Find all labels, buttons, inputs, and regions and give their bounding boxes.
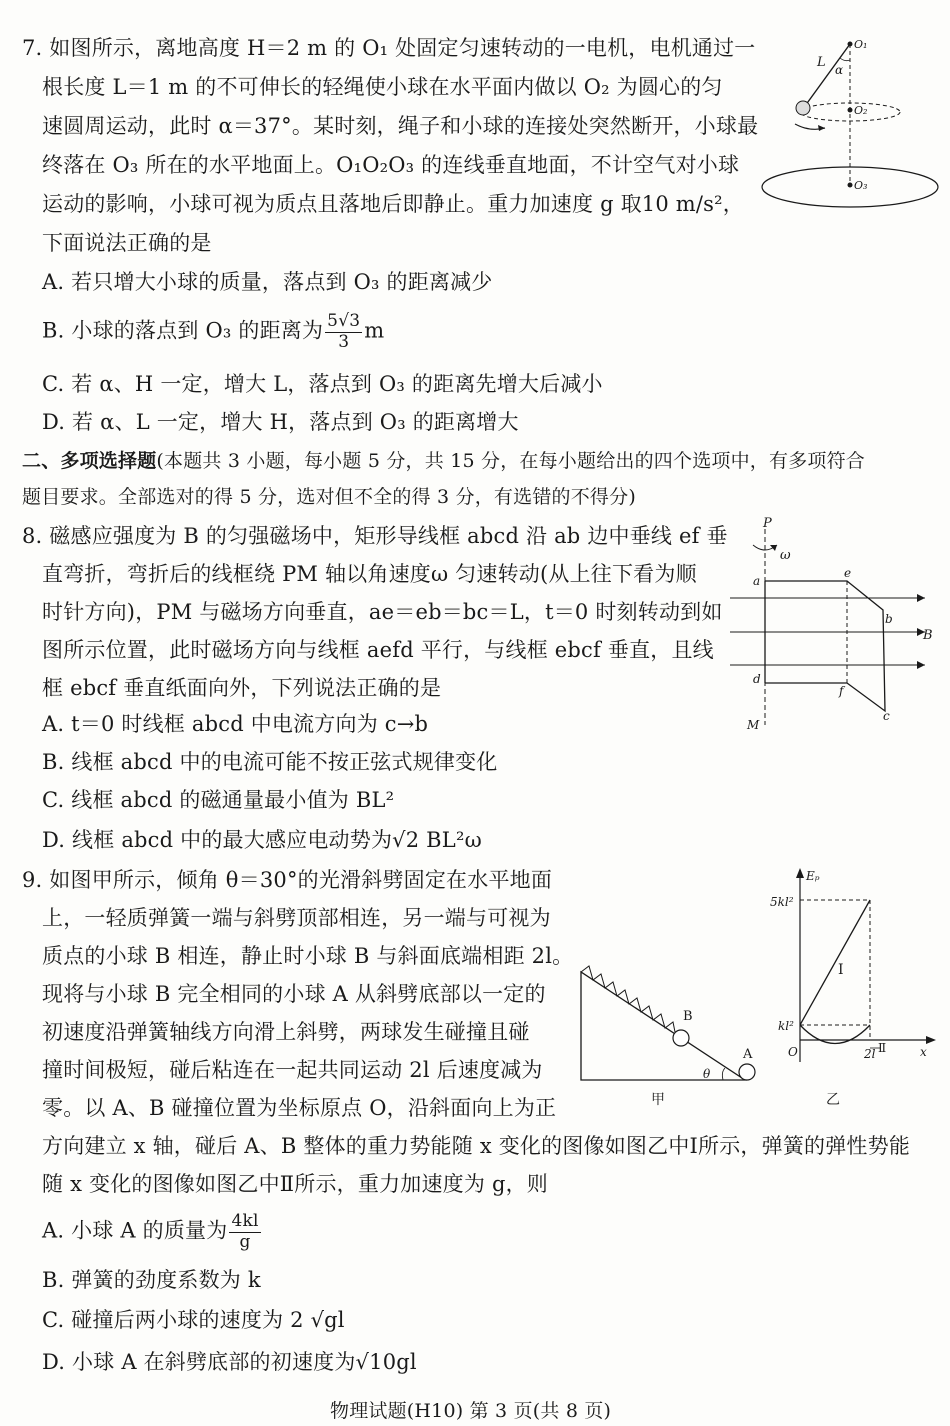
q8-line-5: 框 ebcf 垂直纸面向外，下列说法正确的是 [42, 676, 442, 700]
q9-figure-graph [770, 862, 945, 1112]
q7-option-d: D. 若 α、L 一定，增大 H，落点到 O₃ 的距离增大 [42, 410, 519, 434]
q7-option-c: C. 若 α、H 一定，增大 L，落点到 O₃ 的距离先增大后减小 [42, 372, 603, 396]
label-a: a [753, 574, 761, 588]
q9-line-2: 上，一轻质弹簧一端与斜劈顶部相连，另一端与可视为 [42, 906, 551, 930]
caption-yi: 乙 [826, 1092, 840, 1108]
label-2l: 2l [864, 1047, 876, 1061]
label-B: B [683, 1009, 693, 1024]
section2-heading: 二、多项选择题 [22, 450, 157, 472]
q9-option-d: D. 小球 A 在斜劈底部的初速度为√10gl [42, 1350, 417, 1374]
q9-line-8: 方向建立 x 轴，碰后 A、B 整体的重力势能随 x 变化的图像如图乙中Ⅰ所示，弹簧的弹性势能 [42, 1134, 911, 1158]
page-footer: 物理试题(H10) 第 3 页(共 8 页) [330, 1400, 612, 1422]
label-I: Ⅰ [838, 962, 844, 978]
q7-line-2: 根长度 L＝1 m 的不可伸长的轻绳使小球在水平面内做以 O₂ 为圆心的匀 [42, 75, 723, 99]
q8-option-c: C. 线框 abcd 的磁通量最小值为 BL² [42, 788, 395, 812]
q7-line-5: 运动的影响，小球可视为质点且落地后即静止。重力加速度 g 取10 m/s²， [42, 192, 744, 216]
caption-jia: 甲 [651, 1092, 665, 1108]
q9-option-b: B. 弹簧的劲度系数为 k [42, 1268, 261, 1292]
label-O3: O₃ [854, 179, 868, 192]
q8-option-b: B. 线框 abcd 中的电流可能不按正弦式规律变化 [42, 750, 498, 774]
section2-line-2: 题目要求。全部选对的得 5 分，选对但不全的得 3 分，有选错的不得分) [22, 486, 636, 508]
label-b: b [885, 612, 893, 626]
q9-option-c: C. 碰撞后两小球的速度为 2 √gl [42, 1308, 345, 1332]
fraction: $\frac{4kl}{g}$ [231, 1211, 259, 1252]
q9-line-7: 零。以 A、B 碰撞位置为坐标原点 O，沿斜面向上为正 [42, 1096, 557, 1120]
q7-line-4: 终落在 O₃ 所在的水平地面上。O₁O₂O₃ 的连线垂直地面，不计空气对小球 [42, 153, 740, 177]
spring [581, 966, 675, 1032]
label-kl2: kl² [778, 1019, 794, 1033]
q8-line-3: 时针方向)，PM 与磁场方向垂直，ae＝eb＝bc＝L，t＝0 时刻转动到如 [42, 600, 723, 624]
label-theta: θ [703, 1067, 711, 1081]
label-L: L [817, 55, 826, 70]
q8-option-a: A. t＝0 时线框 abcd 中电流方向为 c→b [42, 712, 429, 736]
q7-line-6: 下面说法正确的是 [42, 231, 212, 255]
q8-line-1: 8. 磁感应强度为 B 的匀强磁场中，矩形导线框 abcd 沿 ab 边中垂线 ef 垂 [22, 524, 728, 548]
label-e: e [844, 566, 852, 580]
fraction: $\frac{5√3}{3}$ [327, 311, 361, 352]
q8-line-2: 直弯折，弯折后的线框绕 PM 轴以角速度ω 匀速转动(从上往下看为顺 [42, 562, 697, 586]
q8-option-d: D. 线框 abcd 中的最大感应电动势为√2 BL²ω [42, 828, 482, 852]
label-A: A [743, 1047, 753, 1062]
incline [581, 972, 745, 1080]
label-O2: O₂ [854, 104, 868, 117]
label-II: Ⅱ [878, 1041, 887, 1055]
q9-line-4: 现将与小球 B 完全相同的小球 A 从斜劈底部以一定的 [42, 982, 546, 1006]
label-d: d [753, 672, 761, 686]
label-O: O [788, 1045, 798, 1059]
q8-figure [725, 515, 940, 760]
curve-II [800, 1025, 870, 1044]
q7-option-b: B. 小球的落点到 O₃ 的距离为 $\frac{5√3}{3}$ m [42, 311, 385, 352]
label-M: M [747, 718, 760, 732]
q8-line-4: 图所示位置，此时磁场方向与线框 aefd 平行，与线框 ebcf 垂直，且线 [42, 638, 714, 662]
label-B: B [923, 628, 933, 643]
q7-option-a: A. 若只增大小球的质量，落点到 O₃ 的距离减少 [42, 270, 493, 294]
section2-line-1: 二、多项选择题(本题共 3 小题，每小题 5 分，共 15 分，在每小题给出的四个选项中，有多项符合 [22, 450, 866, 472]
label-O1: O₁ [854, 38, 868, 51]
label-omega: ω [780, 548, 791, 563]
rope [805, 44, 850, 106]
label-alpha: α [835, 63, 844, 77]
curve-I [800, 900, 870, 1025]
q9-option-a: A. 小球 A 的质量为 $\frac{4kl}{g}$ [42, 1211, 259, 1252]
ball [796, 101, 810, 115]
q9-line-9: 随 x 变化的图像如图乙中Ⅱ所示，重力加速度为 g，则 [42, 1172, 548, 1196]
label-5kl2: 5kl² [770, 895, 794, 909]
label-x: x [920, 1045, 927, 1059]
label-Ep: Eₚ [806, 869, 820, 883]
q9-line-5: 初速度沿弹簧轴线方向滑上斜劈，两球发生碰撞且碰 [42, 1020, 530, 1044]
q7-figure [755, 32, 945, 217]
label-P: P [763, 516, 772, 531]
label-f: f [839, 684, 844, 698]
q9-line-3: 质点的小球 B 相连，静止时小球 B 与斜面底端相距 2l。 [42, 944, 574, 968]
q9-line-6: 撞时间极短，碰后粘连在一起共同运动 2l 后速度减为 [42, 1058, 543, 1082]
ball-A [739, 1064, 755, 1080]
q7-line-3: 速圆周运动，此时 α＝37°。某时刻，绳子和小球的连接处突然断开，小球最 [42, 114, 759, 138]
label-c: c [883, 709, 890, 723]
q9-line-1: 9. 如图甲所示，倾角 θ＝30°的光滑斜劈固定在水平地面 [22, 868, 553, 892]
q7-line-1: 7. 如图所示，离地高度 H＝2 m 的 O₁ 处固定匀速转动的一电机，电机通过一 [22, 36, 756, 60]
wire-frame [765, 581, 885, 711]
ball-B [673, 1030, 689, 1046]
q9-figure-incline [575, 962, 765, 1112]
